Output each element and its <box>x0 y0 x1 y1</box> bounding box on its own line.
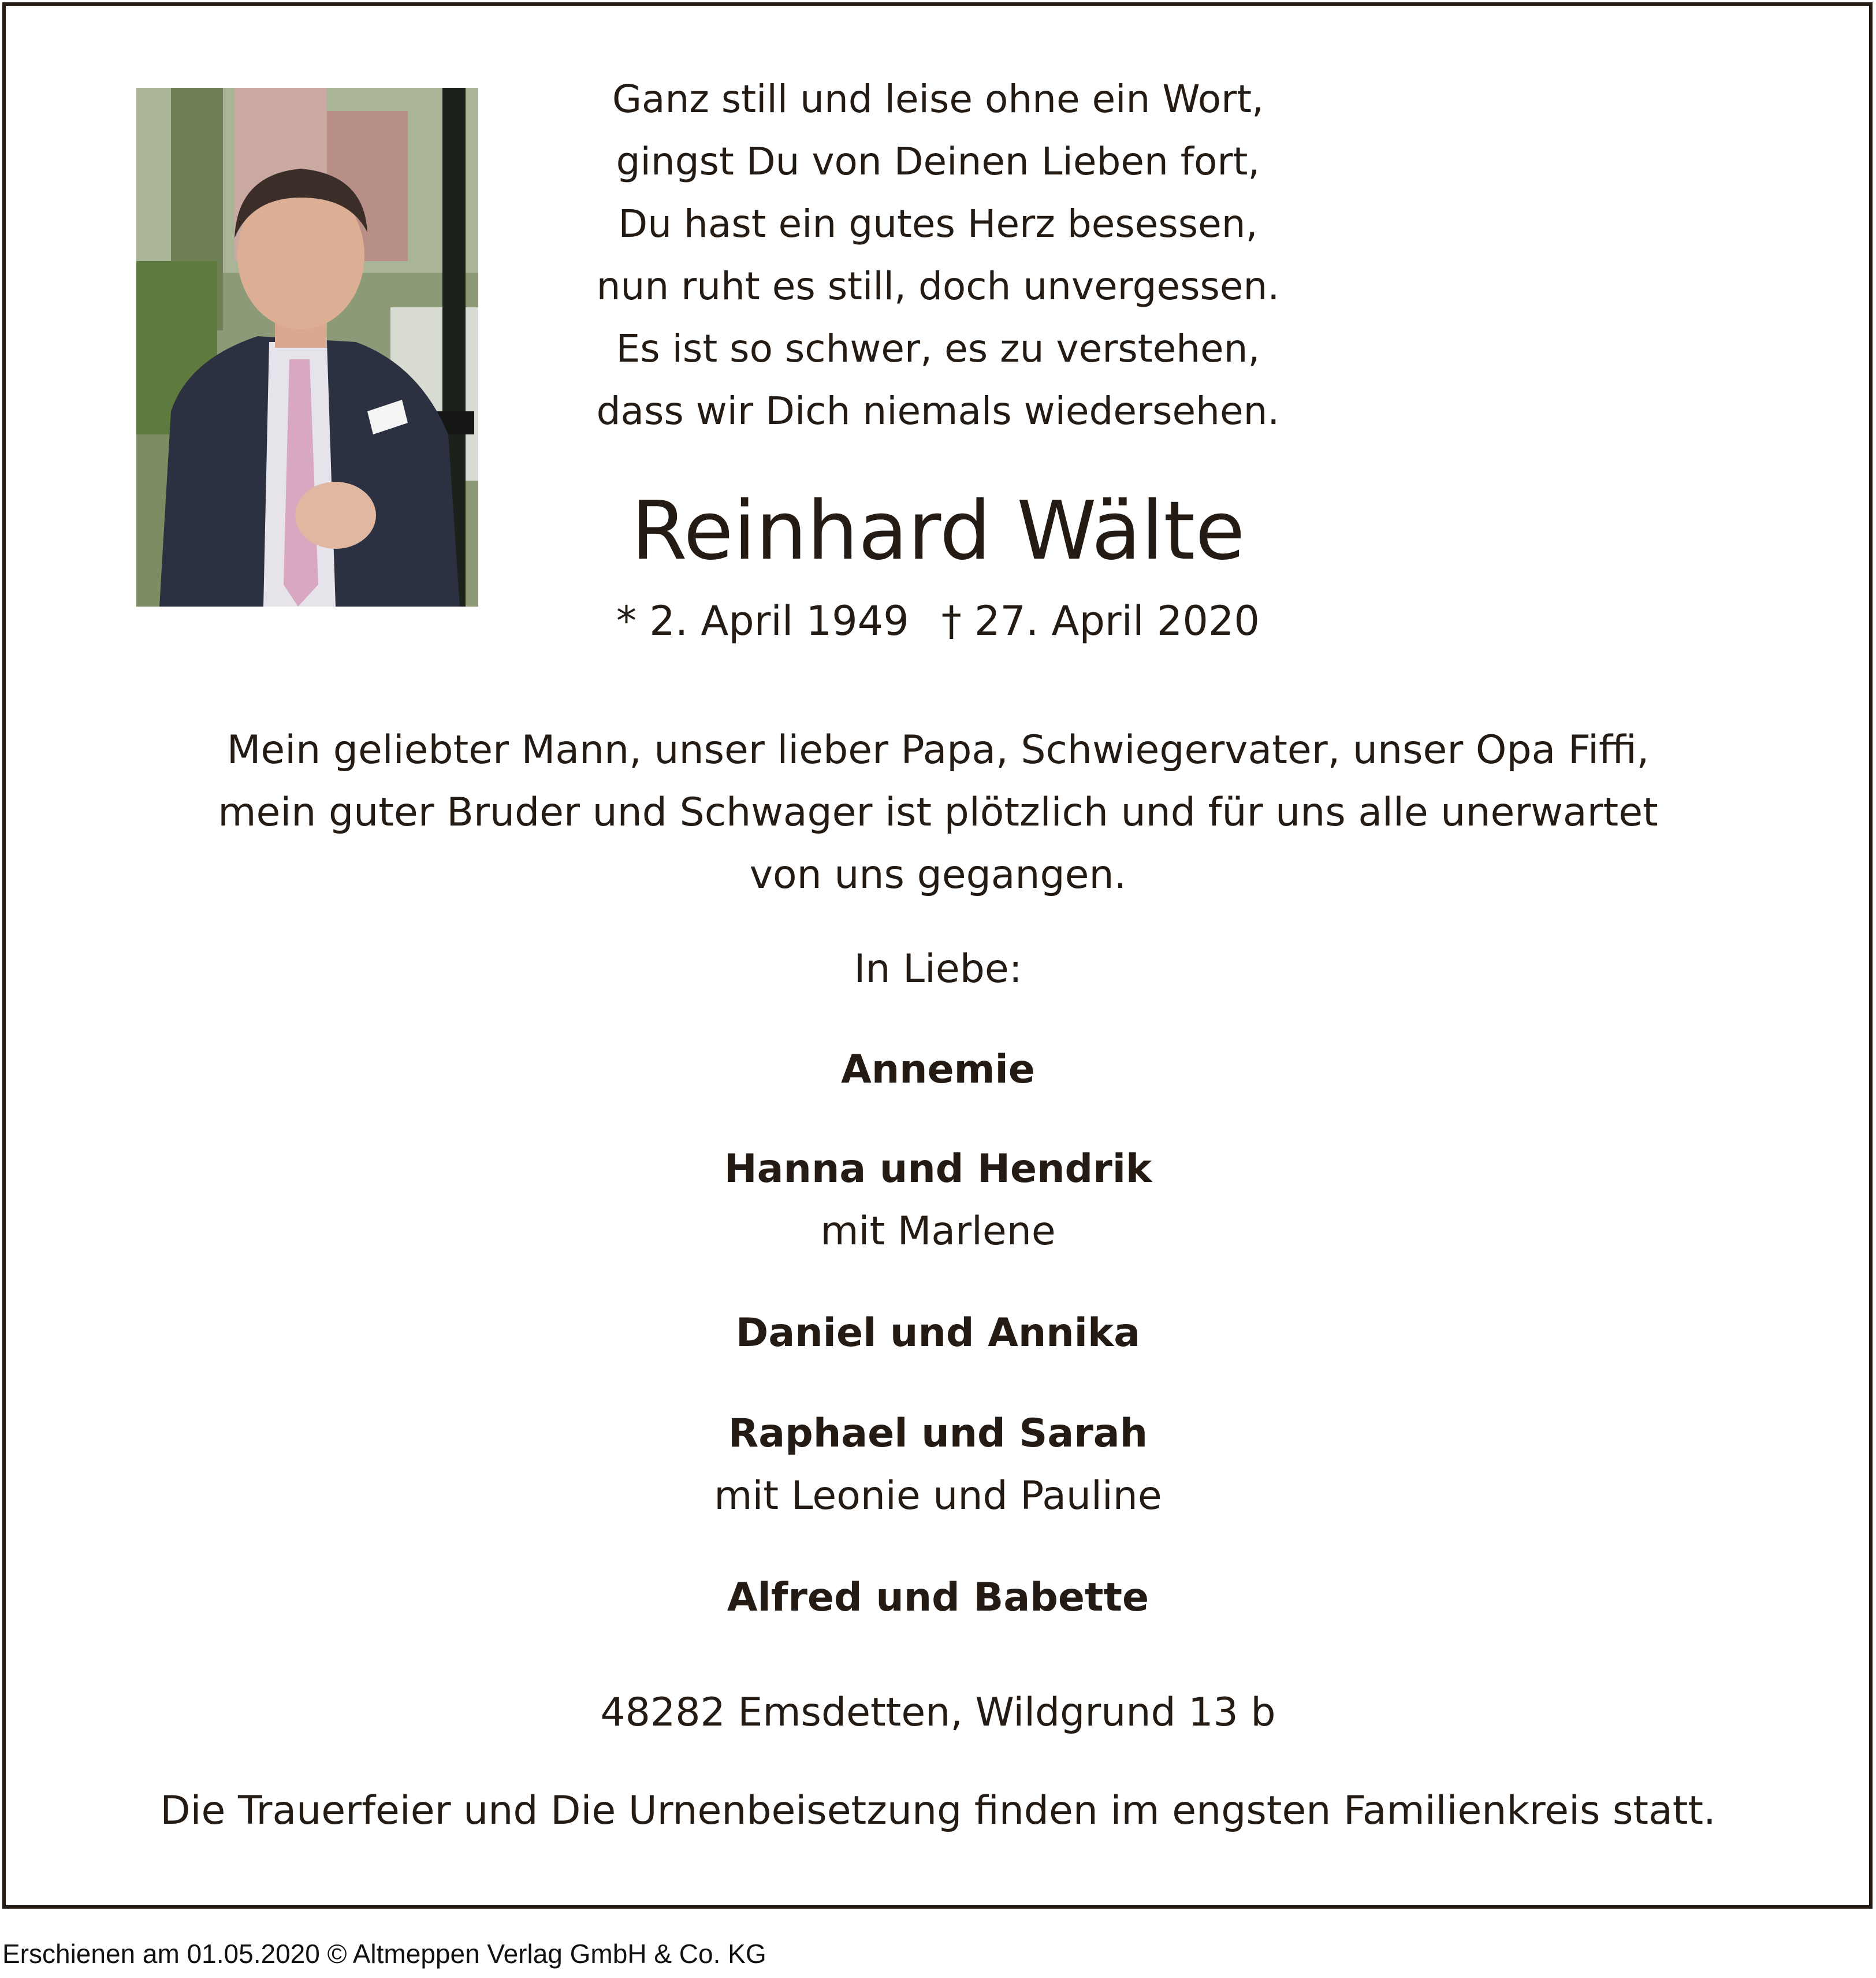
address: 48282 Emsdetten, Wildgrund 13 b <box>600 1690 1276 1735</box>
family-names: Hanna und Hendrik <box>724 1146 1152 1192</box>
family-names: Alfred und Babette <box>727 1575 1149 1620</box>
birth-date: * 2. April 1949 <box>616 597 909 645</box>
life-dates <box>589 595 1287 647</box>
family-with: mit Marlene <box>820 1209 1056 1254</box>
poem-line: gingst Du von Deinen Lieben fort, <box>616 139 1260 184</box>
message-line: von uns gegangen. <box>749 852 1127 898</box>
family-group <box>0 1039 1876 1101</box>
farewell-message <box>0 719 1876 906</box>
family-group <box>0 1138 1876 1263</box>
poem-line: nun ruht es still, doch unvergessen. <box>596 264 1280 308</box>
ceremony-note: Die Trauerfeier und Die Urnenbeisetzung finden im engsten Familienkreis statt. <box>160 1788 1716 1834</box>
family-group <box>0 1567 1876 1629</box>
family-group <box>0 1302 1876 1364</box>
family-names: Daniel und Annika <box>735 1310 1141 1356</box>
message-line: Mein geliebter Mann, unser lieber Papa, Schwiegervater, unser Opa Fiffi, <box>226 727 1650 773</box>
portrait-photo <box>136 88 478 607</box>
deceased-name: Reinhard Wälte <box>631 484 1245 578</box>
poem-line: dass wir Dich niemals wiedersehen. <box>596 389 1280 433</box>
death-date: † 27. April 2020 <box>941 597 1260 645</box>
family-with: mit Leonie und Pauline <box>714 1473 1162 1519</box>
poem-line: Du hast ein gutes Herz besessen, <box>618 202 1258 246</box>
poem <box>589 68 1287 443</box>
poem-line: Es ist so schwer, es zu verstehen, <box>616 326 1260 371</box>
poem-line: Ganz still und leise ohne ein Wort, <box>612 77 1264 121</box>
publication-footer: Erschienen am 01.05.2020 © Altmeppen Verlag GmbH & Co. KG <box>2 1939 766 1969</box>
in-love-label: In Liebe: <box>854 946 1022 992</box>
family-names: Raphael und Sarah <box>728 1411 1148 1456</box>
family-names: Annemie <box>841 1047 1035 1092</box>
message-line: mein guter Bruder und Schwager ist plötzlich und für uns alle unerwartet <box>218 790 1658 835</box>
family-group <box>0 1403 1876 1527</box>
